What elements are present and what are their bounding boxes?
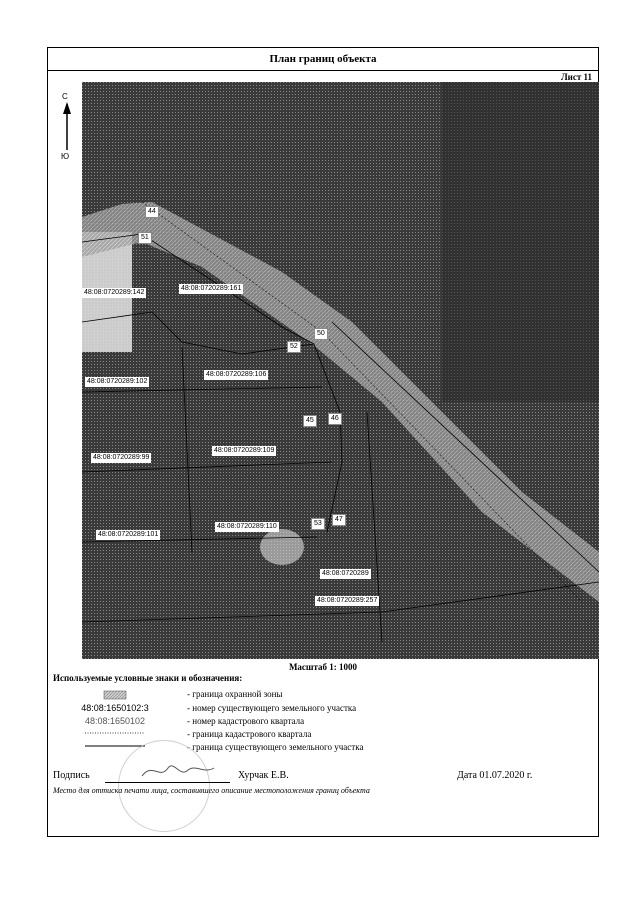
signer-name: Хурчак Е.В. [238,770,289,781]
parcel-label: 48:08:0720289:99 [93,454,150,461]
handwritten-signature-icon [138,760,218,782]
legend-symbol: 48:08:1650102:3 [81,703,149,713]
point-label: 52 [287,341,301,353]
parcel-label: 48:08:0720289:101 [98,531,159,538]
signature-row [53,770,593,786]
point-label: 51 [138,232,152,244]
parcel-label: 48:08:0720289:161 [181,285,242,292]
north-arrow-icon [54,92,80,172]
legend-title: Используемые условные знаки и обозначения: [53,673,243,683]
parcel-label: 48:08:0720289:110 [217,523,277,530]
point-label: 50 [314,328,328,340]
point-label: 47 [332,514,346,526]
parcel-label: 48:08:0720289:109 [214,447,275,454]
point-label: 45 [303,415,317,427]
legend-symbol: 48:08:1650102 [84,716,146,726]
legend-text: - номер существующего земельного участка [187,703,357,713]
legend-text: - номер кадастрового квартала [187,716,305,726]
point-label: 44 [145,206,159,218]
satellite-map [82,82,599,659]
north-label: С [62,92,68,101]
parcel-label: 48:08:0720289:142 [84,289,145,296]
legend-text: - граница охранной зоны [187,689,283,699]
signature-line [105,782,230,783]
quarter-boundary-symbol-icon [60,729,170,739]
legend-item [60,689,580,702]
sheet-number: Лист 11 [560,72,592,82]
legend-item [60,716,580,729]
page-title: План границ объекта [48,48,598,71]
point-label: 53 [311,518,325,530]
stamp-note: Место для оттиска печати лица, составившего описание местоположения границ объекта [53,786,370,795]
protection-zone-symbol-icon [60,689,170,702]
parcel-label: 48:08:0720289 [322,570,369,577]
south-label: Ю [61,152,70,161]
legend-text: - граница существующего земельного участка [187,742,364,752]
parcel-label: 48:08:0720289:106 [206,371,267,378]
document-frame [47,47,599,837]
parcel-label: 48:08:0720289:102 [87,378,148,385]
legend-item [60,703,580,716]
parcel-label: 48:08:0720289:257 [317,597,378,604]
signature-date: Дата 01.07.2020 г. [457,770,533,781]
legend-text: - граница кадастрового квартала [187,729,312,739]
legend-item [60,729,580,742]
point-label: 46 [328,413,342,425]
signature-label: Подпись [53,770,90,781]
map-scale: Масштаб 1: 1000 [288,662,358,672]
